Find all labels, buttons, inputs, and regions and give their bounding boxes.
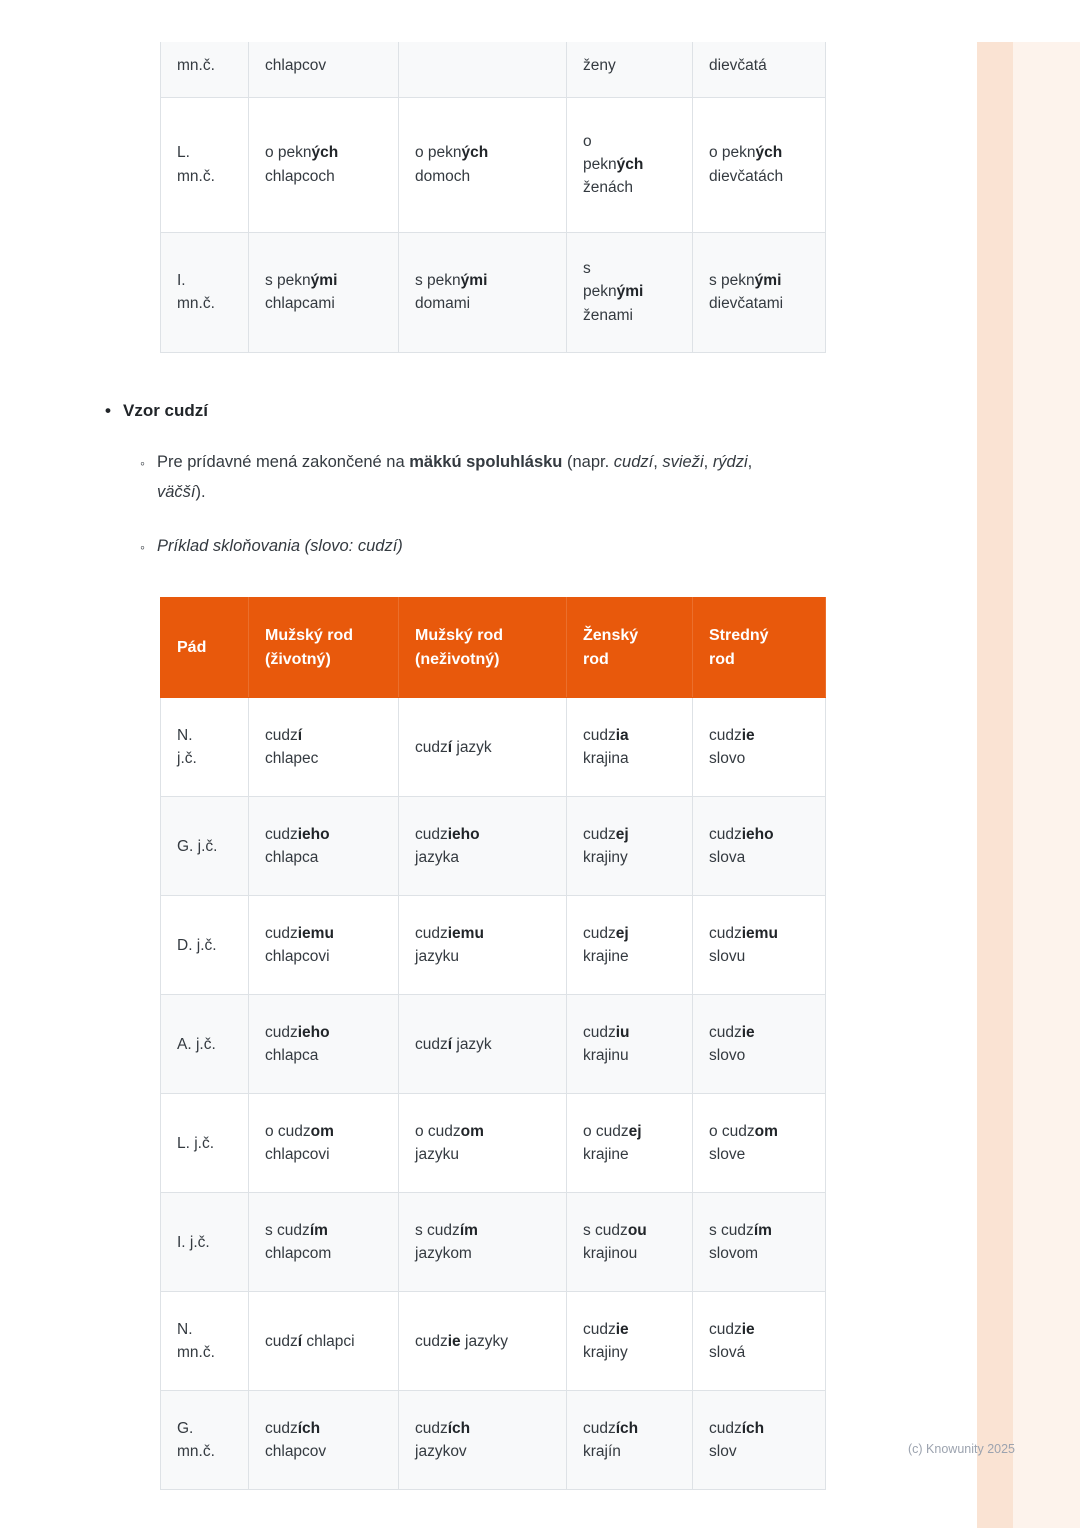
page-edge-zone <box>1013 42 1080 1528</box>
column-header: Mužský rod (životný) <box>249 598 399 698</box>
case-label-cell: A. j.č. <box>161 995 249 1094</box>
form-cell: s peknými ženami <box>567 232 693 352</box>
case-label-cell: I. j.č. <box>161 1193 249 1292</box>
sub-bullet-icon: ◦ <box>140 455 145 472</box>
form-cell: o cudzom chlapcovi <box>249 1094 399 1193</box>
form-cell: dievčatá <box>693 42 826 97</box>
form-cell: cudzích jazykov <box>399 1391 567 1490</box>
form-cell: cudziemu jazyku <box>399 896 567 995</box>
case-label-cell: I. mn.č. <box>161 232 249 352</box>
section-title: Vzor cudzí <box>123 400 209 420</box>
form-cell: cudzieho slova <box>693 797 826 896</box>
case-label-cell: N. mn.č. <box>161 1292 249 1391</box>
document-page <box>100 0 860 1490</box>
form-cell: cudzí jazyk <box>399 698 567 797</box>
column-header: Ženský rod <box>567 598 693 698</box>
case-label-cell: G. mn.č. <box>161 1391 249 1490</box>
table-row <box>161 1193 826 1292</box>
list-item <box>140 448 860 507</box>
form-cell: s cudzou krajinou <box>567 1193 693 1292</box>
form-cell: s peknými dievčatami <box>693 232 826 352</box>
case-label-cell: G. j.č. <box>161 797 249 896</box>
form-cell: cudzí jazyk <box>399 995 567 1094</box>
declension-table-pekny <box>160 42 826 353</box>
form-cell: cudzích chlapcov <box>249 1391 399 1490</box>
form-cell: cudzie slovo <box>693 698 826 797</box>
form-cell: cudzieho chlapca <box>249 995 399 1094</box>
form-cell: o pekných ženách <box>567 97 693 232</box>
table-row <box>161 1391 826 1490</box>
case-label-cell: L. mn.č. <box>161 97 249 232</box>
form-cell: cudzia krajina <box>567 698 693 797</box>
form-cell: chlapcov <box>249 42 399 97</box>
form-cell: cudzieho chlapca <box>249 797 399 896</box>
case-label-cell: L. j.č. <box>161 1094 249 1193</box>
copyright-text: (c) Knowunity 2025 <box>908 1442 1016 1456</box>
form-cell: cudzí chlapci <box>249 1292 399 1391</box>
form-cell: o pekných domoch <box>399 97 567 232</box>
form-cell: s cudzím jazykom <box>399 1193 567 1292</box>
list-item-text: Príklad skloňovania (slovo: cudzí) <box>157 536 403 555</box>
form-cell: cudzie jazyky <box>399 1292 567 1391</box>
table-row <box>161 1292 826 1391</box>
column-header: Pád <box>161 598 249 698</box>
column-header: Stredný rod <box>693 598 826 698</box>
form-cell: cudziemu chlapcovi <box>249 896 399 995</box>
form-cell: s cudzím slovom <box>693 1193 826 1292</box>
bullet-icon: • <box>105 400 111 420</box>
form-cell: cudzie slová <box>693 1292 826 1391</box>
declension-table-cudzi <box>160 597 826 1490</box>
form-cell: s cudzím chlapcom <box>249 1193 399 1292</box>
column-header: Mužský rod (neživotný) <box>399 598 567 698</box>
form-cell: s peknými domami <box>399 232 567 352</box>
form-cell: cudziemu slovu <box>693 896 826 995</box>
form-cell: cudzích slov <box>693 1391 826 1490</box>
form-cell: o pekných chlapcoch <box>249 97 399 232</box>
table-row <box>161 97 826 232</box>
table-row <box>161 995 826 1094</box>
form-cell: ženy <box>567 42 693 97</box>
table-row <box>161 797 826 896</box>
case-label-cell: N. j.č. <box>161 698 249 797</box>
header-row <box>161 598 826 698</box>
table-row <box>161 232 826 352</box>
case-label-cell: mn.č. <box>161 42 249 97</box>
form-cell: cudziu krajinu <box>567 995 693 1094</box>
form-cell: cudzieho jazyka <box>399 797 567 896</box>
form-cell: s peknými chlapcami <box>249 232 399 352</box>
table-row <box>161 698 826 797</box>
form-cell: cudzej krajiny <box>567 797 693 896</box>
form-cell: o cudzom jazyku <box>399 1094 567 1193</box>
page-edge-strip <box>977 42 1013 1528</box>
table-row <box>161 1094 826 1193</box>
form-cell: cudzie slovo <box>693 995 826 1094</box>
form-cell: cudzie krajiny <box>567 1292 693 1391</box>
form-cell: cudzí chlapec <box>249 698 399 797</box>
sub-bullet-icon: ◦ <box>140 538 145 555</box>
form-cell: cudzej krajine <box>567 896 693 995</box>
case-label-cell: D. j.č. <box>161 896 249 995</box>
table-row <box>161 896 826 995</box>
form-cell: o cudzej krajine <box>567 1094 693 1193</box>
form-cell <box>399 42 567 97</box>
form-cell: o cudzom slove <box>693 1094 826 1193</box>
list-item-text: Pre prídavné mená zakončené na mäkkú spoluhlásku (napr. cudzí, svieži, rýdzi, väčší). <box>157 453 753 501</box>
list-item <box>105 399 860 424</box>
table-row <box>161 42 826 97</box>
bullet-list <box>100 399 860 562</box>
form-cell: cudzích krajín <box>567 1391 693 1490</box>
form-cell: o pekných dievčatách <box>693 97 826 232</box>
list-item <box>140 532 860 561</box>
